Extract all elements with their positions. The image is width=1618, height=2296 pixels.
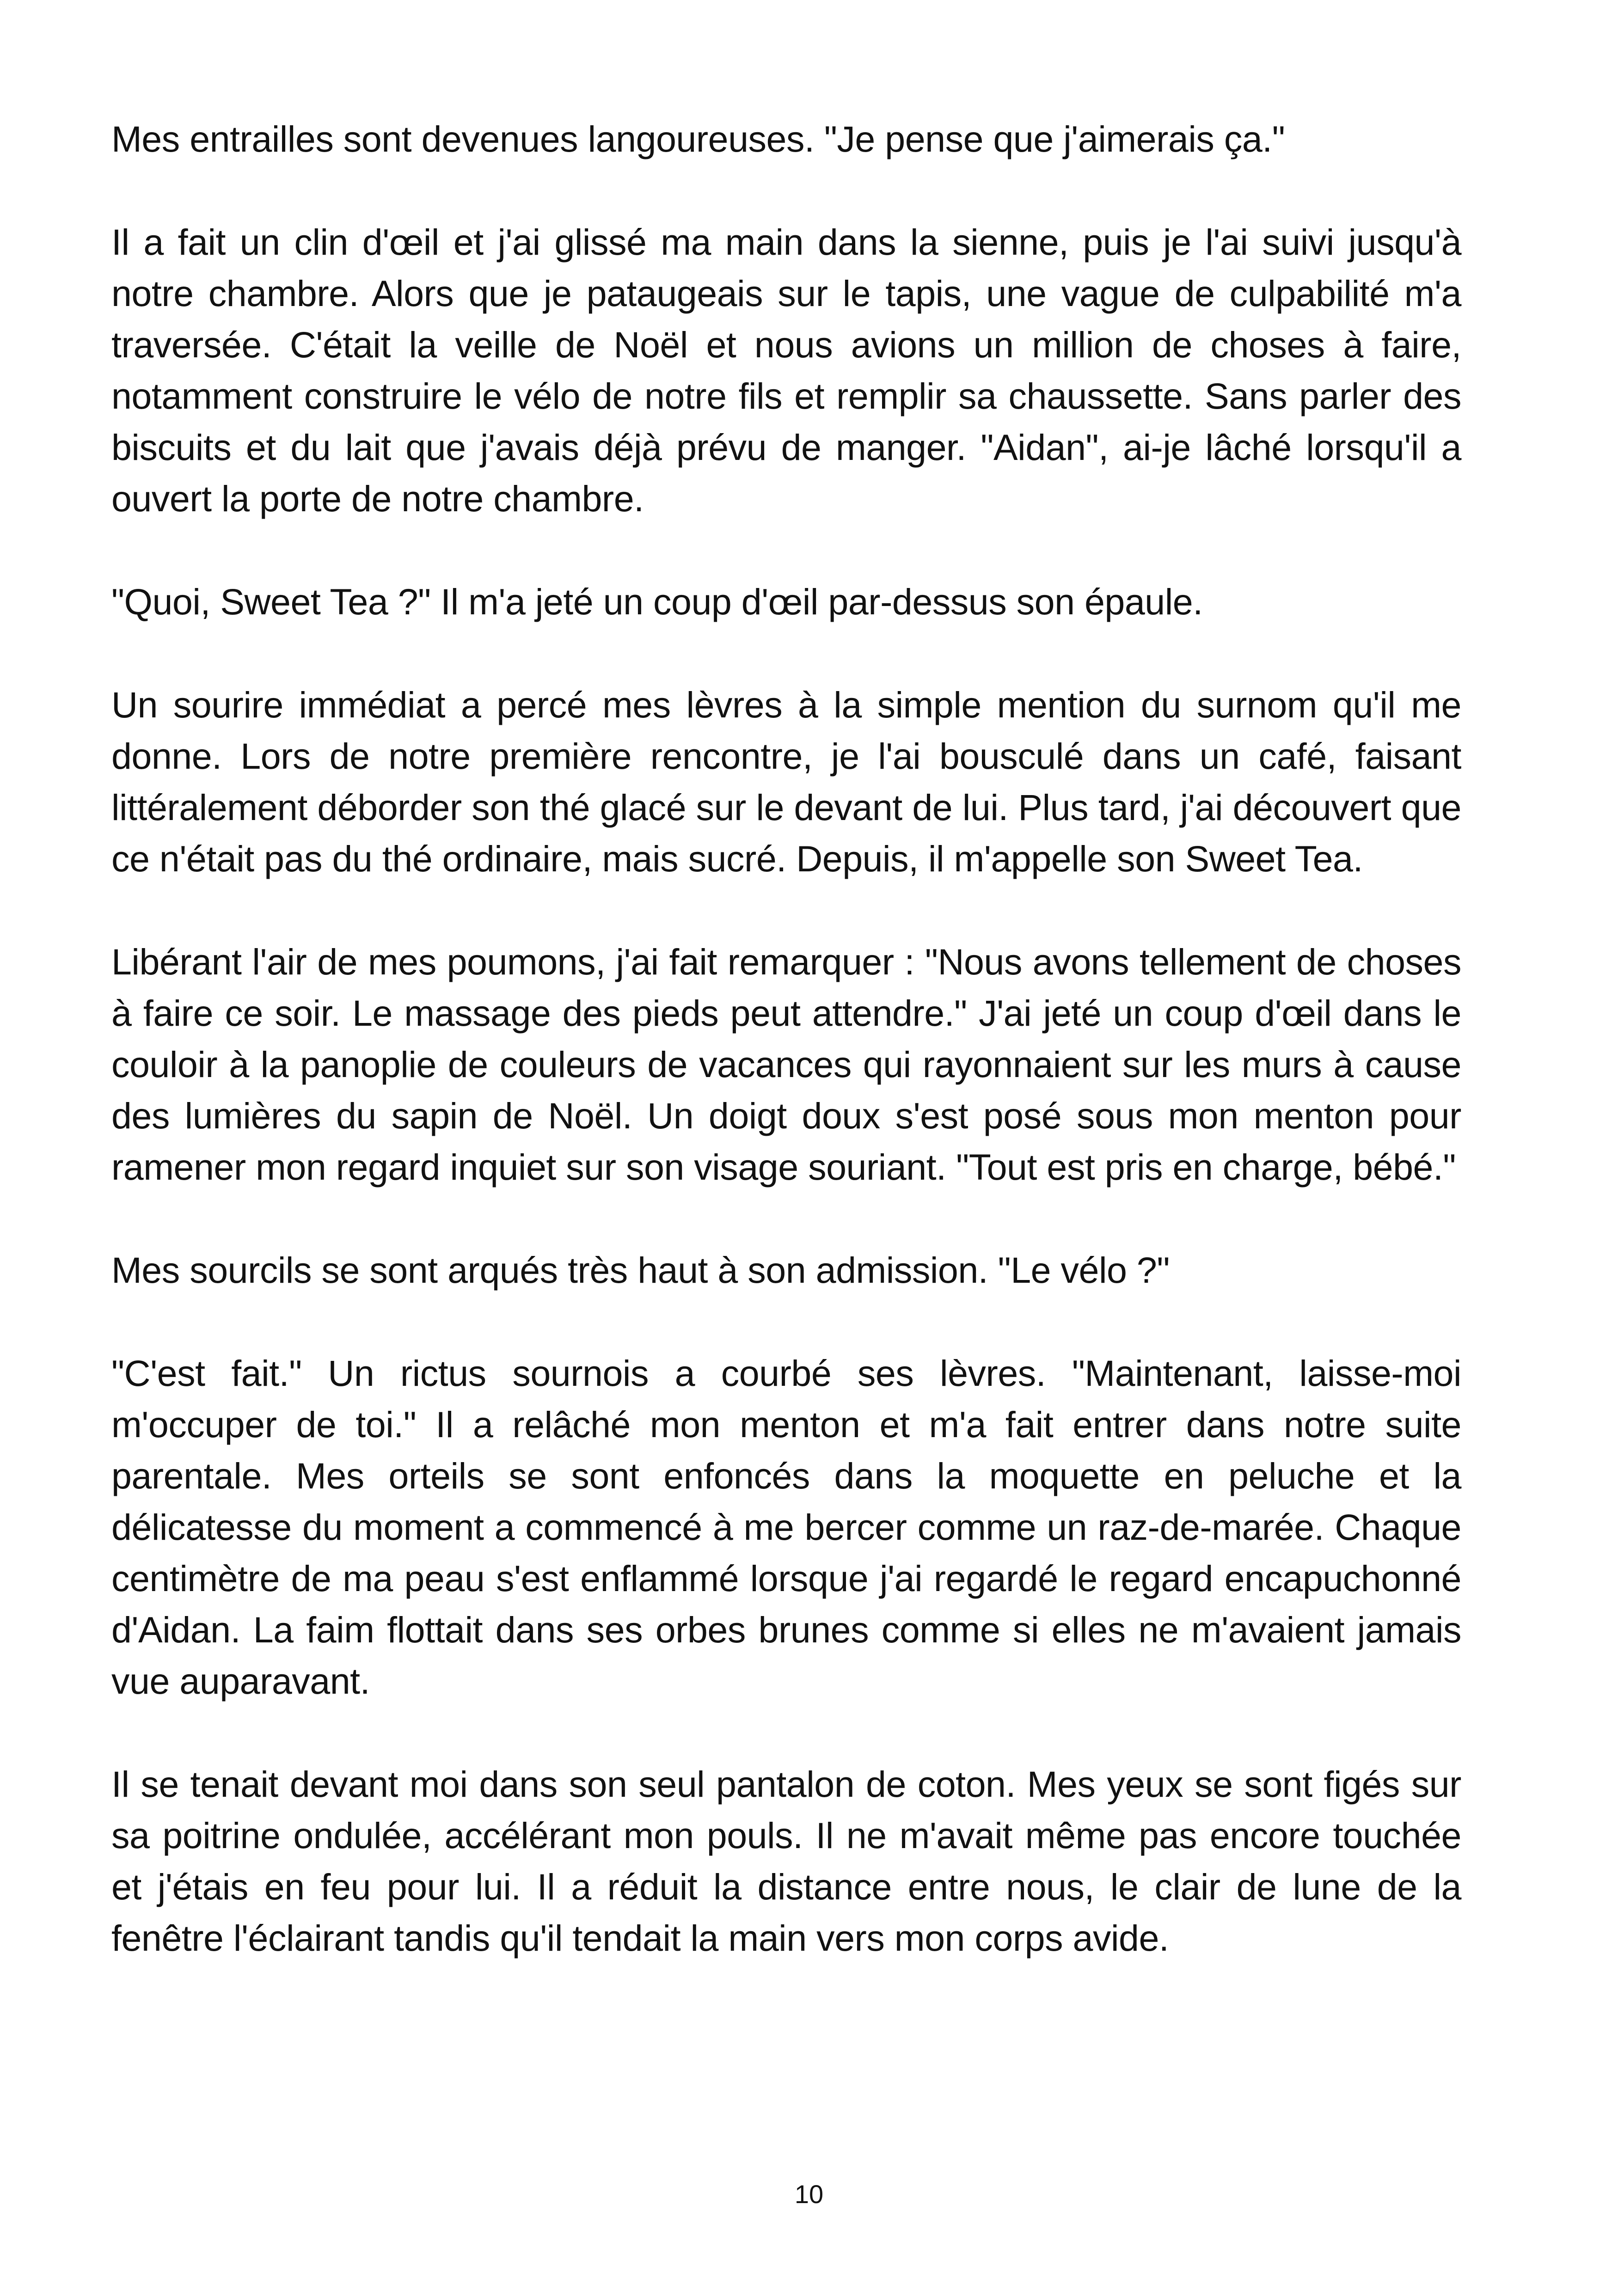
paragraph: Un sourire immédiat a percé mes lèvres à la simple mention du surnom qu'il me donne. Lors de notre première rencontre, je l'ai bousculé dans un café, faisant littéralement déborder son thé glacé sur le devant de lui. Plus tard, j'ai découvert que ce n'était pas du thé ordinaire, mais sucré. Depuis, il m'appelle son Sweet Tea. <box>111 684 1461 879</box>
body-text <box>111 113 1461 2015</box>
paragraph: Mes sourcils se sont arqués très haut à son admission. "Le vélo ?" <box>111 1249 1170 1291</box>
paragraph: "Quoi, Sweet Tea ?" Il m'a jeté un coup d'œil par-dessus son épaule. <box>111 581 1203 622</box>
paragraph: Mes entrailles sont devenues langoureuses. "Je pense que j'aimerais ça." <box>111 118 1285 159</box>
paragraph: "C'est fait." Un rictus sournois a courbé ses lèvres. "Maintenant, laisse-moi m'occuper de toi." Il a relâché mon menton et m'a fait entrer dans notre suite parentale. Mes orteils se sont enfoncés dans la moquette en peluche et la délicatesse du moment a commencé à me bercer comme un raz-de-marée. Chaque centimètre de ma peau s'est enflammé lorsque j'ai regardé le regard encapuchonné d'Aidan. La faim flottait dans ses orbes brunes comme si elles ne m'avaient jamais vue auparavant. <box>111 1353 1461 1702</box>
paragraph: Il a fait un clin d'œil et j'ai glissé ma main dans la sienne, puis je l'ai suivi jusqu'à notre chambre. Alors que je pataugeais sur le tapis, une vague de culpabilité m'a traversée. C'était la veille de Noël et nous avions un million de choses à faire, notamment construire le vélo de notre fils et remplir sa chaussette. Sans parler des biscuits et du lait que j'avais déjà prévu de manger. "Aidan", ai-je lâché lorsqu'il a ouvert la porte de notre chambre. <box>111 221 1461 519</box>
paragraph: Libérant l'air de mes poumons, j'ai fait remarquer : "Nous avons tellement de choses à faire ce soir. Le massage des pieds peut attendre." J'ai jeté un coup d'œil dans le couloir à la panoplie de couleurs de vacances qui rayonnaient sur les murs à cause des lumières du sapin de Noël. Un doigt doux s'est posé sous mon menton pour ramener mon regard inquiet sur son visage souriant. "Tout est pris en charge, bébé." <box>111 941 1461 1188</box>
paragraph: Il se tenait devant moi dans son seul pantalon de coton. Mes yeux se sont figés sur sa poitrine ondulée, accélérant mon pouls. Il ne m'avait même pas encore touchée et j'étais en feu pour lui. Il a réduit la distance entre nous, le clair de lune de la fenêtre l'éclairant tandis qu'il tendait la main vers mon corps avide. <box>111 1763 1461 1959</box>
page-number: 10 <box>794 2180 824 2209</box>
